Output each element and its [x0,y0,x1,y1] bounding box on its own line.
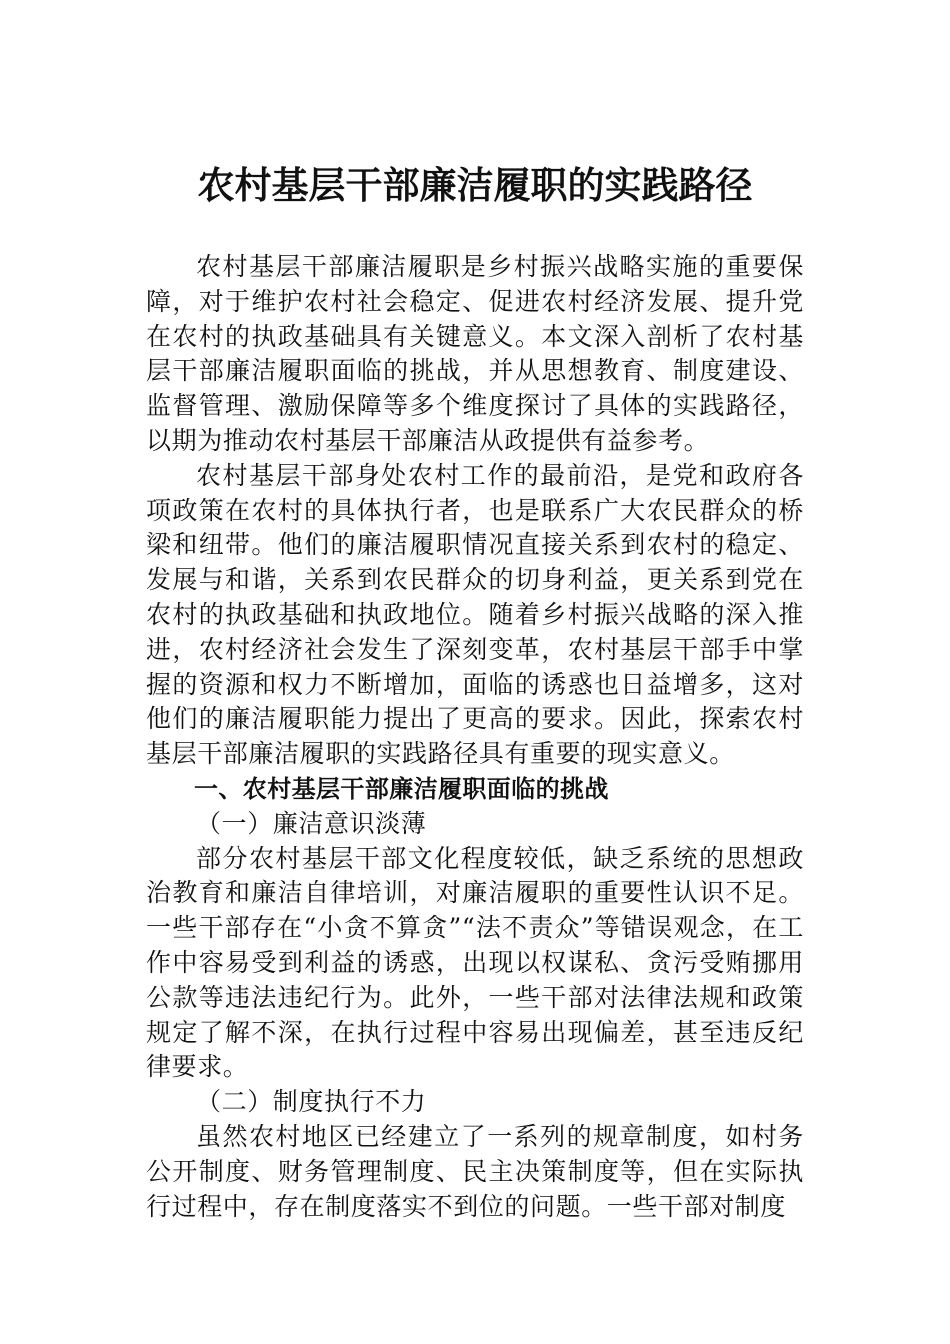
intro-paragraph-2: 农村基层干部身处农村工作的最前沿，是党和政府各项政策在农村的具体执行者，也是联系广大农民群众的桥梁和纽带。他们的廉洁履职情况直接关系到农村的稳定、发展与和谐，关系到农民群众的切身利益，更关系到党在农村的执政基础和执政地位。随着乡村振兴战略的深入推进，农村经济社会发生了深刻变革，农村基层干部手中掌握的资源和权力不断增加，面临的诱惑也日益增多，这对他们的廉洁履职能力提出了更高的要求。因此，探索农村基层干部廉洁履职的实践路径具有重要的现实意义。 [146,460,804,769]
subsection-paragraph-enforcement: 虽然农村地区已经建立了一系列的规章制度，如村务公开制度、财务管理制度、民主决策制度等，但在实际执行过程中，存在制度落实不到位的问题。一些干部对制度 [146,1121,804,1221]
subsection-heading-awareness: （一）廉洁意识淡薄 [196,808,427,838]
section-heading-challenges: 一、农村基层干部廉洁履职面临的挑战 [194,774,609,803]
document-body [146,250,804,1224]
subsection-paragraph-awareness: 部分农村基层干部文化程度较低，缺乏系统的思想政治教育和廉洁自律培训，对廉洁履职的重要性认识不足。一些干部存在“小贪不算贪”“法不责众”等错误观念，在工作中容易受到利益的诱惑，出现以权谋私、贪污受贿挪用公款等违法违纪行为。此外，一些干部对法律法规和政策规定了解不深，在执行过程中容易出现偏差，甚至违反纪律要求。 [146,843,804,1082]
intro-paragraph-1: 农村基层干部廉洁履职是乡村振兴战略实施的重要保障，对于维护农村社会稳定、促进农村经济发展、提升党在农村的执政基础具有关键意义。本文深入剖析了农村基层干部廉洁履职面临的挑战，并从思想教育、制度建设、监督管理、激励保障等多个维度探讨了具体的实践路径，以期为推动农村基层干部廉洁从政提供有益参考。 [146,252,804,455]
subsection-heading-enforcement: （二）制度执行不力 [196,1087,427,1117]
document-title: 农村基层干部廉洁履职的实践路径 [197,163,753,207]
